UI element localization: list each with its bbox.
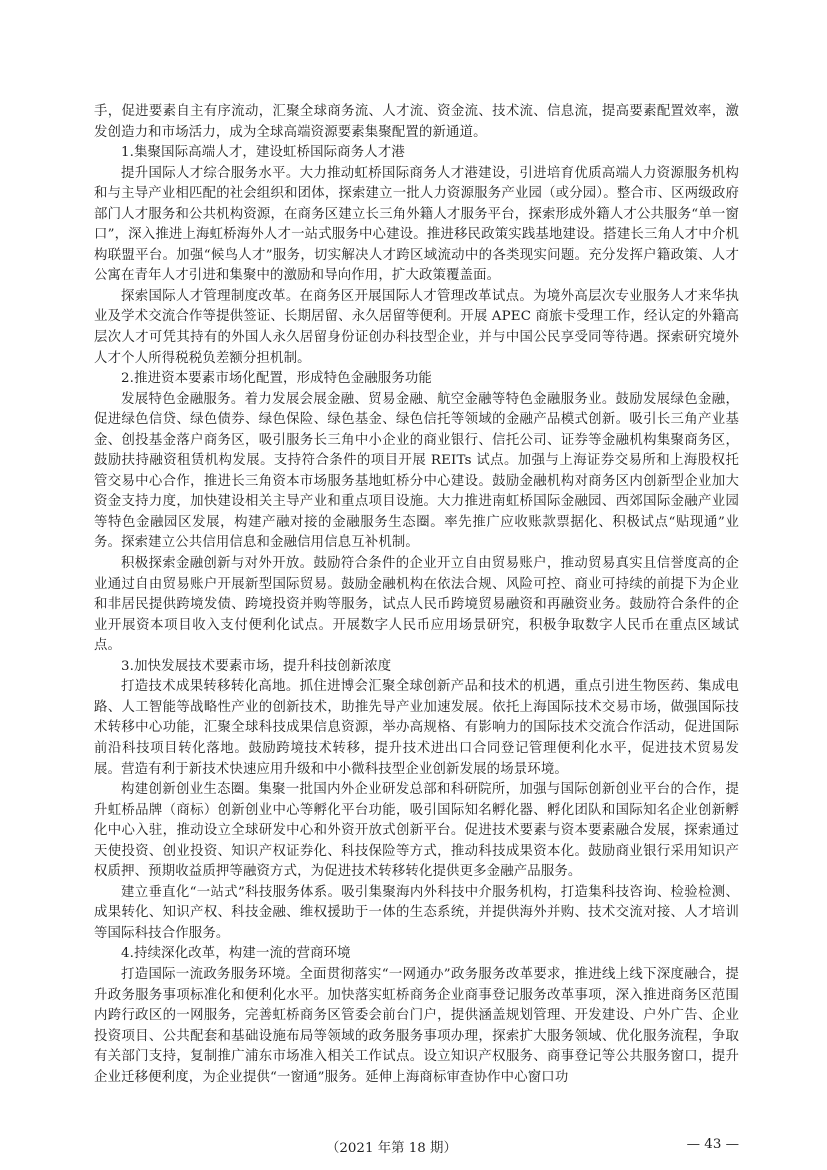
section-heading-4: 4.持续深化改革，构建一流的营商环境 [121, 946, 351, 962]
section-heading-1: 1.集聚国际高端人才，建设虹桥国际商务人才港 [121, 145, 405, 161]
paragraph: 构建创新创业生态圈。集聚一批国内外企业研发总部和科研院所，加强与国际创新创业平台的合作，提升虹桥品牌（商标）创新创业中心等孵化平台功能，吸引国际知名孵化器、孵化团队和国际知名企业创新孵化中心入驻，推动设立全球研发中心和外资开放式创新平台。促进技术要素与资本要素融合发展，探索通过天使投资、创业投资、知识产权证券化、科技保险等方式，推动科技成果资本化。鼓励商业银行采用知识产权质押、预期收益质押等融资方式，为促进技术转移转化提供更多金融产品服务。 [94, 782, 739, 880]
section-heading-3: 3.加快发展技术要素市场，提升科技创新浓度 [121, 658, 392, 674]
section-heading-2: 2.推进资本要素市场化配置，形成特色金融服务功能 [121, 371, 432, 387]
page-number: — 43 — [686, 1137, 739, 1152]
paragraph: 发展特色金融服务。着力发展会展金融、贸易金融、航空金融等特色金融服务业。鼓励发展绿色金融，促进绿色信贷、绿色债券、绿色保险、绿色基金、绿色信托等领域的金融产品模式创新。吸引长三角产业基金、创投基金落户商务区，吸引服务长三角中小企业的商业银行、信托公司、证券等金融机构集聚商务区，鼓励扶持融资租赁机构发展。支持符合条件的项目开展 REITs 试点。加强与上海证券交易所和上海股权托管交易中心合作，推进长三角资本市场服务基地虹桥分中心建设。鼓励金融机构对商务区内创新型企业加大资金支持力度，加快建设相关主导产业和重点项目设施。大力推进南虹桥国际金融园、西郊国际金融产业园等特色金融园区发展，构建产融对接的金融服务生态圈。率先推广应收账款票据化、积极试点“贴现通”业务。探索建立公共信用信息和金融信用信息互补机制。 [94, 391, 739, 551]
paragraph: 建立垂直化“一站式”科技服务体系。吸引集聚海内外科技中介服务机构，打造集科技咨询、检验检测、成果转化、知识产权、科技金融、维权援助于一体的生态系统，并提供海外并购、技术交流对接、人才培训等国际科技合作服务。 [94, 884, 739, 941]
paragraph: 打造国际一流政务服务环境。全面贯彻落实“一网通办”政务服务改革要求，推进线上线下深度融合，提升政务服务事项标准化和便利化水平。加快落实虹桥商务企业商事登记服务改革事项，深入推进商务区范围内跨行政区的一网服务，完善虹桥商务区管委会前台门户，提供涵盖规划管理、开发建设、户外广告、企业投资项目、公共配套和基础设施布局等领域的政务服务事项办理，探索扩大服务领域、优化服务流程，争取有关部门支持，复制推广浦东市场准入相关工作试点。设立知识产权服务、商事登记等公共服务窗口，提升企业迁移便利度，为企业提供“一窗通”服务。延伸上海商标审查协作中心窗口功 [94, 966, 739, 1085]
paragraph: 探索国际人才管理制度改革。在商务区开展国际人才管理改革试点。为境外高层次专业服务人才来华执业及学术交流合作等提供签证、长期居留、永久居留等便利。开展 APEC 商旅卡受理工作，经认定的外籍高层次人才可凭其持有的外国人永久居留身份证创办科技型企业，并与中国公民享受同等待遇。探索研究境外人才个人所得税税负差额分担机制。 [94, 288, 739, 366]
paragraph: 打造技术成果转移转化高地。抓住进博会汇聚全球创新产品和技术的机遇，重点引进生物医药、集成电路、人工智能等战略性产业的创新技术，助推先导产业加速发展。依托上海国际技术交易市场，做强国际技术转移中心功能，汇聚全球科技成果信息资源，举办高规格、有影响力的国际技术交流合作活动，促进国际前沿科技项目转化落地。鼓励跨境技术转移，提升技术进出口合同登记管理便利化水平，促进技术贸易发展。营造有利于新技术快速应用升级和中小微科技型企业创新发展的场景环境。 [94, 679, 739, 777]
paragraph: 提升国际人才综合服务水平。大力推动虹桥国际商务人才港建设，引进培育优质高端人力资源服务机构和与主导产业相匹配的社会组织和团体，探索建立一批人力资源服务产业园（或分园）。整合市、区两级政府部门人才服务和公共机构资源，在商务区建立长三角外籍人才服务平台，探索形成外籍人才公共服务“单一窗口”，深入推进上海虹桥海外人才一站式服务中心建设。推进移民政策实践基地建设。搭建长三角人才中介机构联盟平台。加强“候鸟人才”服务，切实解决人才跨区域流动中的各类现实问题。充分发挥户籍政策、人才公寓在青年人才引进和集聚中的激励和导向作用，扩大政策覆盖面。 [94, 165, 739, 284]
document-body [94, 102, 739, 1088]
page-footer [94, 1137, 739, 1159]
paragraph: 积极探索金融创新与对外开放。鼓励符合条件的企业开立自由贸易账户，推动贸易真实且信誉度高的企业通过自由贸易账户开展新型国际贸易。鼓励金融机构在依法合规、风险可控、商业可持续的前提下为企业和非居民提供跨境发债、跨境投资并购等服务，试点人民币跨境贸易融资和再融资业务。鼓励符合条件的企业开展资本项目收入支付便利化试点。开展数字人民币应用场景研究，积极争取数字人民币在重点区域试点。 [94, 556, 739, 654]
paragraph-continuation: 手，促进要素自主有序流动，汇聚全球商务流、人才流、资金流、技术流、信息流，提高要素配置效率，激发创造力和市场活力，成为全球高端资源要素集聚配置的新通道。 [94, 104, 739, 140]
issue-label: （2021 年第 18 期） [326, 1141, 457, 1156]
